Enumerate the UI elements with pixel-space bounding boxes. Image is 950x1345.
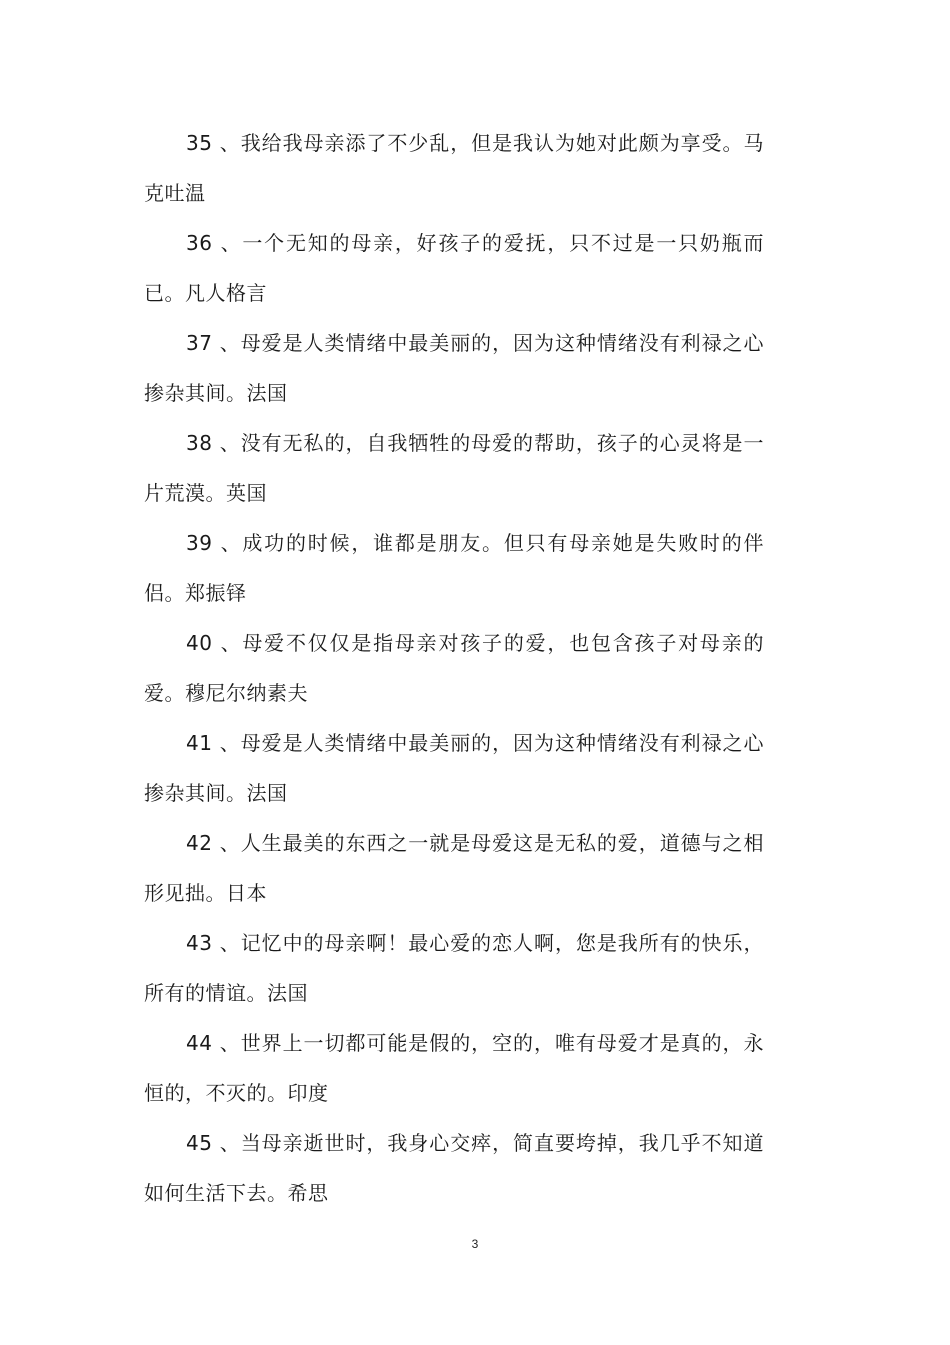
quote-44: 44 、世界上一切都可能是假的，空的，唯有母爱才是真的，永恒的，不灭的。印度 xyxy=(144,1031,764,1105)
quote-40: 40 、母爱不仅仅是指母亲对孩子的爱，也包含孩子对母亲的爱。穆尼尔纳素夫 xyxy=(144,631,764,705)
page-number: 3 xyxy=(471,1237,479,1251)
quote-45: 45 、当母亲逝世时，我身心交瘁，简直要垮掉，我几乎不知道如何生活下去。希思 xyxy=(144,1131,764,1205)
quote-42: 42 、人生最美的东西之一就是母爱这是无私的爱，道德与之相形见拙。日本 xyxy=(144,831,764,905)
quote-39: 39 、成功的时候，谁都是朋友。但只有母亲她是失败时的伴侣。郑振铎 xyxy=(144,531,764,605)
quote-35: 35 、我给我母亲添了不少乱，但是我认为她对此颇为享受。马克吐温 xyxy=(144,131,764,205)
quote-43: 43 、记忆中的母亲啊！最心爱的恋人啊，您是我所有的快乐，所有的情谊。法国 xyxy=(144,931,764,1005)
quote-36: 36 、一个无知的母亲，好孩子的爱抚，只不过是一只奶瓶而已。凡人格言 xyxy=(144,231,764,305)
quote-41: 41 、母爱是人类情绪中最美丽的，因为这种情绪没有利禄之心掺杂其间。法国 xyxy=(144,731,764,805)
quote-list xyxy=(144,118,764,1218)
quote-38: 38 、没有无私的，自我牺牲的母爱的帮助，孩子的心灵将是一片荒漠。英国 xyxy=(144,431,764,505)
quote-37: 37 、母爱是人类情绪中最美丽的，因为这种情绪没有利禄之心掺杂其间。法国 xyxy=(144,331,764,405)
